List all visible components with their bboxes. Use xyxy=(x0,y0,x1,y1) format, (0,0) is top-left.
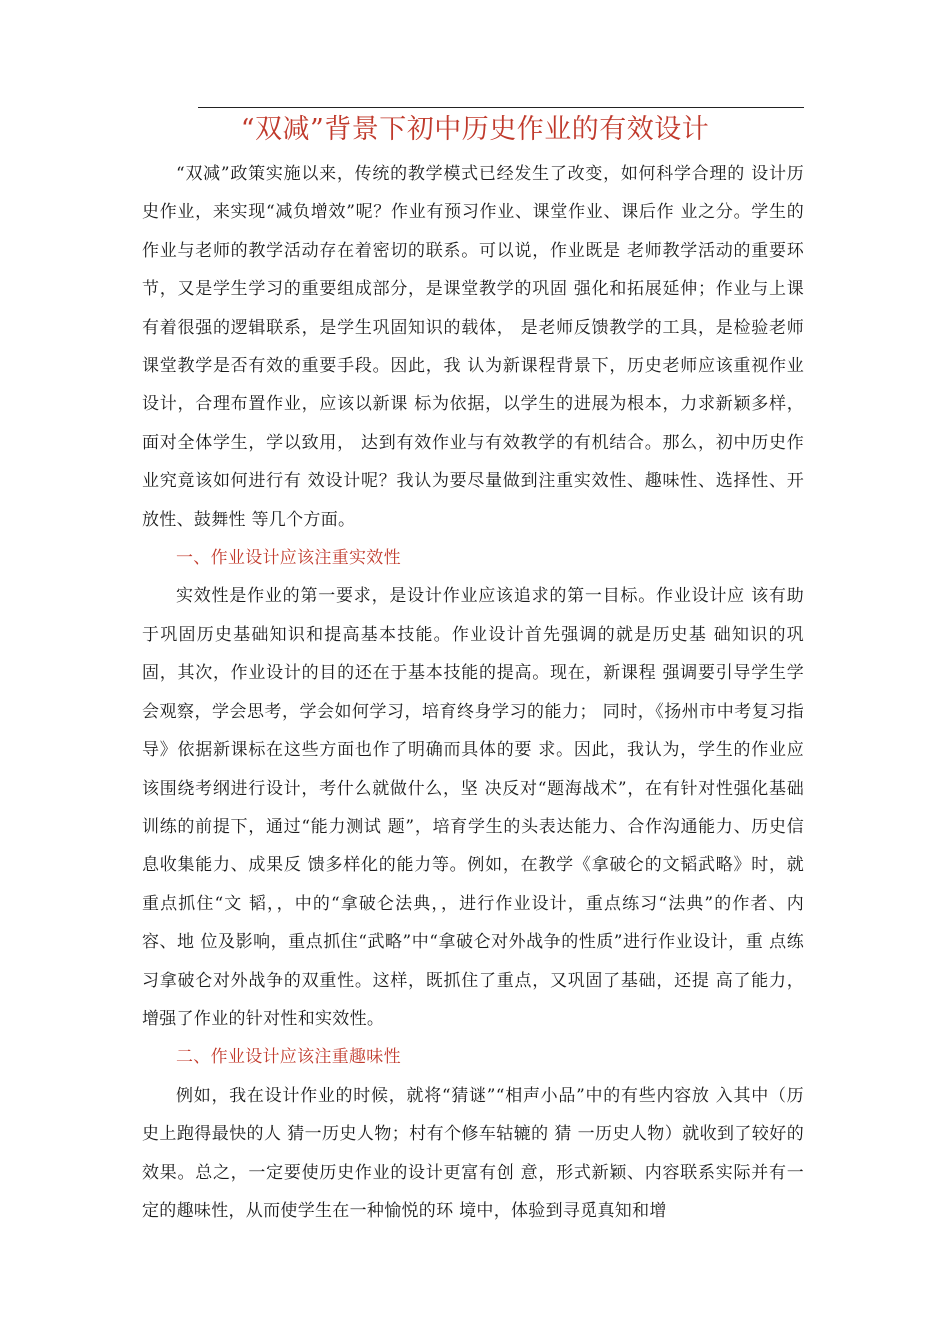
section-heading-2: 二、作业设计应该注重趣味性 xyxy=(176,1047,401,1068)
intro-paragraph: “双减”政策实施以来，传统的教学模式已经发生了改变，如何科学合理的 设计历史作业，来实现“减负增效”呢？作业有预习作业、课堂作业、课后作 业之分。学生的作业与老师的教学活动存在着密切的联系。可以说，作业既是 老师教学活动的重要环节，又是学生学习的重要组成部分，是课堂教学的巩固 强化和拓展延伸；作业与上课有着很强的逻辑联系，是学生巩固知识的载体， 是老师反馈教学的工具，是检验老师课堂教学是否有效的重要手段。因此，我 认为新课程背景下，历史老师应该重视作业设计，合理布置作业，应该以新课 标为依据，以学生的进展为根本，力求新颖多样，面对全体学生，学以致用， 达到有效作业与有效教学的有机结合。那么，初中历史作业究竟该如何进行有 效设计呢？我认为要尽量做到注重实效性、趣味性、选择性、开放性、鼓舞性 等几个方面。 xyxy=(142,164,804,530)
section-2-paragraph: 例如，我在设计作业的时候，就将“猜谜”“相声小品”中的有些内容放 入其中（历史上跑得最快的人 猜一历史人物；村有个修车轱辘的 猜 一历史人物）就收到了较好的效果。总之，一定要使历史作业的设计更富有创 意，形式新颖、内容联系实际并有一定的趣味性，从而使学生在一种愉悦的环 境中，体验到寻觅真知和增 xyxy=(142,1085,804,1221)
document-title: “双减”背景下初中历史作业的有效设计 xyxy=(240,114,710,145)
document-body xyxy=(142,155,804,1230)
section-heading-1: 一、作业设计应该注重实效性 xyxy=(176,548,401,569)
section-1-paragraph: 实效性是作业的第一要求，是设计作业应该追求的第一目标。作业设计应 该有助于巩固历史基础知识和提高基本技能。作业设计首先强调的就是历史基 础知识的巩固，其次，作业设计的目的还在于基本技能的提高。现在，新课程 强调要引导学生学会观察，学会思考，学会如何学习，培育终身学习的能力； 同时，《扬州市中考复习指导》依据新课标在这些方面也作了明确而具体的要 求。因此，我认为，学生的作业应该围绕考纲进行设计，考什么就做什么，坚 决反对“题海战术”，在有针对性强化基础训练的前提下，通过“能力测试 题”，培育学生的头表达能力、合作沟通能力、历史信息收集能力、成果反 馈多样化的能力等。例如，在教学《拿破仑的文韬武略》时，就重点抓住“文 韬，，中的“拿破仑法典，，进行作业设计，重点练习“法典”的作者、内容、地 位及影响，重点抓住“武略”中“拿破仑对外战争的性质”进行作业设计，重 点练习拿破仑对外战争的双重性。这样，既抓住了重点，又巩固了基础，还提 高了能力，增强了作业的针对性和实效性。 xyxy=(142,586,804,1029)
header-rule xyxy=(198,107,804,108)
